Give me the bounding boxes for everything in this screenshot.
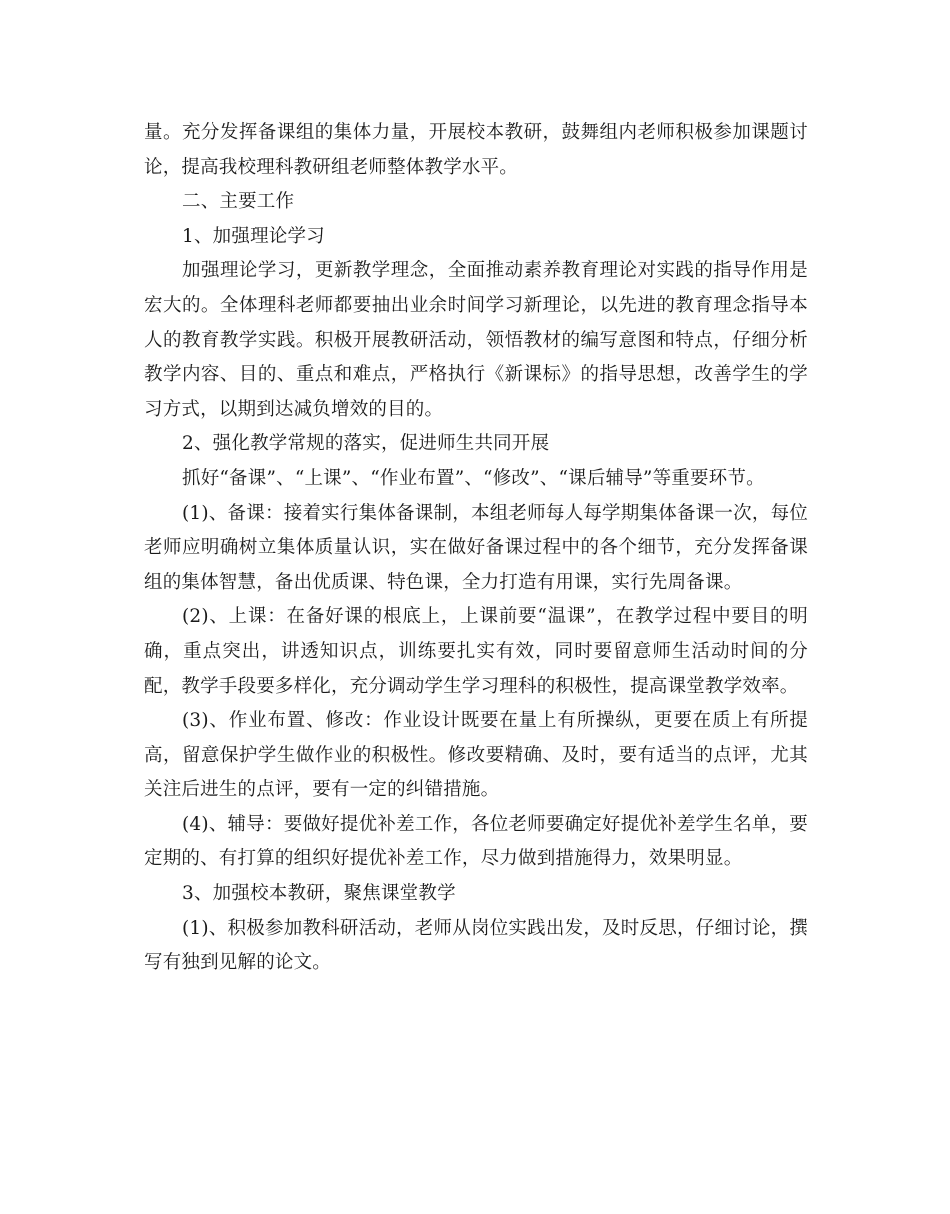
paragraph-lesson-prep: (1)、备课：接着实行集体备课制，本组老师每人每学期集体备课一次，每位老师应明确树立集体质量认识，实在做好备课过程中的各个细节，充分发挥备课组的集体智慧，备出优质课、特色课，全力打造有用课，实行先周备课。 [144,502,808,593]
paragraph-homework: (3)、作业布置、修改：作业设计既要在量上有所操纵，更要在质上有所提高，留意保护学生做作业的积极性。修改要精确、及时，要有适当的点评，尤其关注后进生的点评，要有一定的纠错措施。 [144,710,808,801]
section-heading-main-work: 二、主要工作 [182,191,295,213]
paragraph-intro-continuation: 量。充分发挥备课组的集体力量，开展校本教研，鼓舞组内老师积极参加课题讨论，提高我校理科教研组老师整体教学水平。 [144,122,808,178]
document-body [144,116,808,981]
subheading-school-research: 3、加强校本教研，聚焦课堂教学 [182,883,456,905]
paragraph-class-teaching: (2)、上课：在备好课的根底上，上课前要“温课”，在教学过程中要目的明确，重点突出，讲透知识点，训练要扎实有效，同时要留意师生活动时间的分配，教学手段要多样化，充分调动学生学习理科的积极性，提高课堂教学效率。 [144,606,808,697]
subheading-theory-study: 1、加强理论学习 [182,225,325,247]
subheading-teaching-routine: 2、强化教学常规的落实，促进师生共同开展 [182,433,550,455]
paragraph-key-links: 抓好“备课”、“上课”、“作业布置”、“修改”、“课后辅导”等重要环节。 [182,467,765,489]
paragraph-tutoring: (4)、辅导：要做好提优补差工作，各位老师要确定好提优补差学生名单，要定期的、有打算的组织好提优补差工作，尽力做到措施得力，效果明显。 [144,813,808,870]
paragraph-theory-study: 加强理论学习，更新教学理念，全面推动素养教育理论对实践的指导作用是宏大的。全体理科老师都要抽出业余时间学习新理论，以先进的教育理念指导本人的教育教学实践。积极开展教研活动，领悟教材的编写意图和特点，仔细分析教学内容、目的、重点和难点，严格执行《新课标》的指导思想，改善学生的学习方式，以期到达减负增效的目的。 [144,260,808,420]
paragraph-research-activities: (1)、积极参加教科研活动，老师从岗位实践出发，及时反思，仔细讨论，撰写有独到见解的论文。 [144,917,808,974]
